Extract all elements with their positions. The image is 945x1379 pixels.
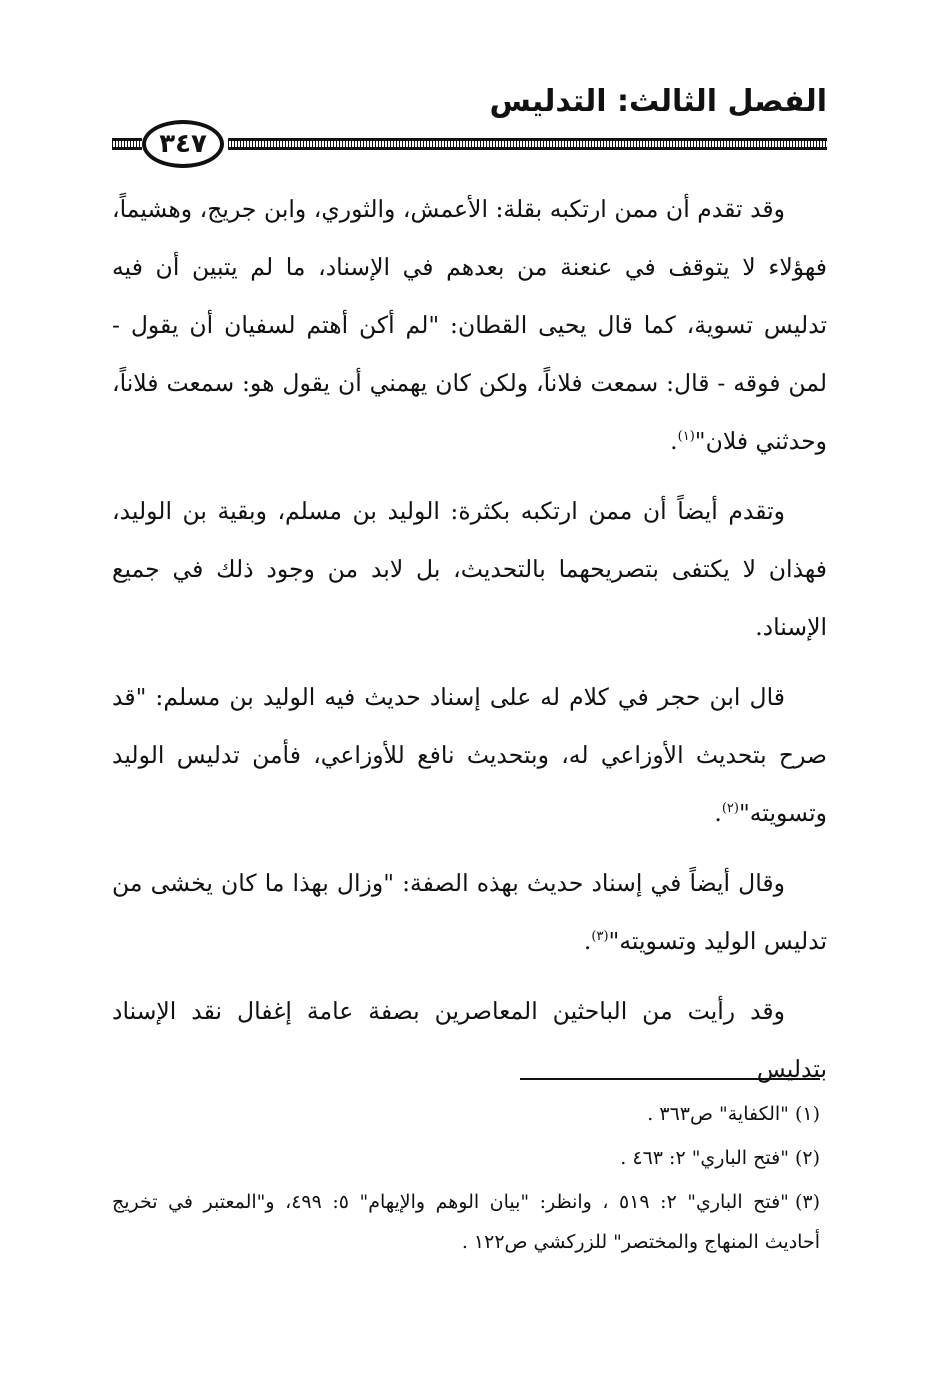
footnotes [112,1094,820,1266]
footnote-ref: (٣) [591,929,609,945]
footnote-divider [520,1078,820,1080]
paragraph [112,180,827,470]
paragraph-text: وقال أيضاً في إسناد حديث بهذه الصفة: "وزال بهذا ما كان يخشى من تدليس الوليد وتسويته" [112,869,827,955]
header-rule-left [112,138,142,150]
paragraph [112,982,827,1098]
paragraph [112,854,827,970]
paragraph-text: قال ابن حجر في كلام له على إسناد حديث فيه الوليد بن مسلم: "قد صرح بتحديث الأوزاعي له، وبتحديث نافع للأوزاعي، فأمن تدليس الوليد وتسويته" [112,683,827,827]
paragraph [112,668,827,842]
footnote-ref: (١) [677,429,695,445]
footnote-number: (٣) [794,1191,820,1213]
paragraph-end: . [714,799,722,827]
paragraph-text: وتقدم أيضاً أن ممن ارتكبه بكثرة: الوليد بن مسلم، وبقية بن الوليد، فهذان لا يكتفى بتصريحهما بالتحديث، بل لابد من وجود ذلك في جميع الإسناد. [112,497,827,641]
paragraph-text: وقد رأيت من الباحثين المعاصرين بصفة عامة إغفال نقد الإسناد بتدليس [112,997,827,1083]
footnote-text: "الكفاية" ص٣٦٣ . [647,1103,789,1125]
footnote-text: "فتح الباري" ٢: ٤٦٣ . [620,1147,789,1169]
paragraph-text: وقد تقدم أن ممن ارتكبه بقلة: الأعمش، والثوري، وابن جريج، وهشيماً، فهؤلاء لا يتوقف في عنعنة من بعدهم في الإسناد، ما لم يتبين أن فيه تدليس تسوية، كما قال يحيى القطان: "لم أكن أهتم لسفيان أن يقول - لمن فوقه - قال: سمعت فلاناً، ولكن كان يهمني أن يقول هو: سمعت فلاناً، وحدثني فلان" [112,195,827,455]
page-number-badge: ٣٤٧ [142,120,224,168]
footnote-text: "فتح الباري" ٢: ٥١٩ ، وانظر: "بيان الوهم والإيهام" ٥: ٤٩٩، و"المعتبر في تخريج أحاديث المنهاج والمختصر" للزركشي ص١٢٢ . [112,1191,820,1253]
paragraph-end: . [670,427,678,455]
chapter-title: الفصل الثالث: التدليس [489,84,827,119]
body-text [112,180,827,1110]
paragraph [112,482,827,656]
footnote [112,1138,820,1178]
footnote-ref: (٢) [721,801,739,817]
footnote-number: (١) [794,1103,820,1125]
footnote [112,1094,820,1134]
footnote [112,1182,820,1262]
header-rule-right [228,138,827,150]
paragraph-end: . [583,927,592,955]
footnote-number: (٢) [794,1147,820,1169]
